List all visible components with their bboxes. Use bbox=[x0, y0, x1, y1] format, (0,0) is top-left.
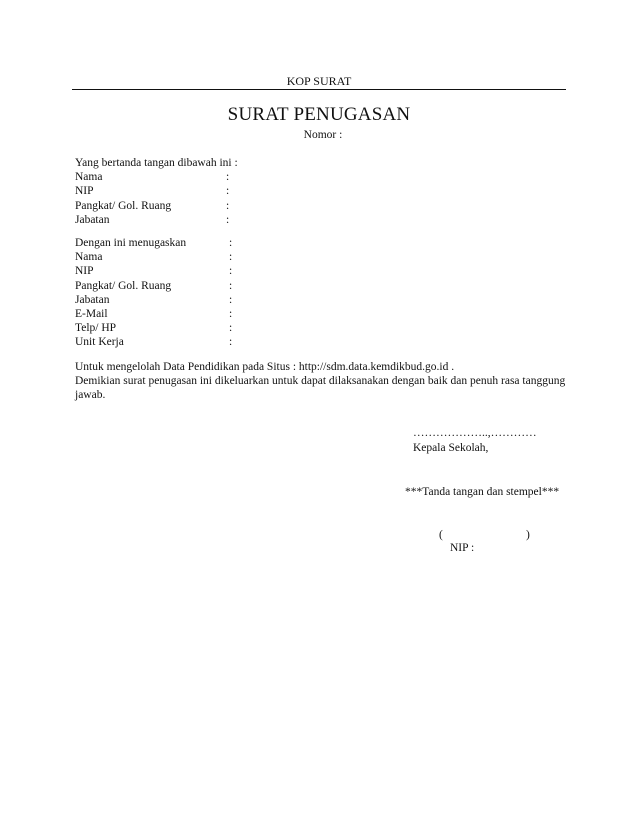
signer-field-nip: NIP : bbox=[75, 185, 230, 198]
signer-intro: Yang bertanda tangan dibawah ini : bbox=[75, 157, 238, 169]
assignee-intro: Dengan ini menugaskan : bbox=[75, 237, 233, 249]
letter-number: Nomor : bbox=[303, 129, 343, 141]
name-paren-close: ) bbox=[526, 529, 530, 541]
assignee-field-email: E-Mail : bbox=[75, 308, 233, 321]
name-paren-open: ( bbox=[439, 529, 443, 541]
signature-stamp-note: ***Tanda tangan dan stempel*** bbox=[405, 486, 560, 498]
assignee-field-telp: Telp/ HP : bbox=[75, 322, 233, 335]
signer-nip: NIP : bbox=[450, 542, 475, 554]
assignee-section bbox=[75, 236, 232, 350]
signer-field-pangkat: Pangkat/ Gol. Ruang : bbox=[75, 199, 230, 212]
letterhead-divider bbox=[72, 89, 566, 90]
assignee-field-nama: Nama : bbox=[75, 251, 233, 264]
assignee-field-pangkat: Pangkat/ Gol. Ruang : bbox=[75, 279, 233, 292]
assignee-field-nip: NIP : bbox=[75, 265, 233, 278]
closing-paragraph: Demikian surat penugasan ini dikeluarkan untuk dapat dilaksanakan dengan baik dan penuh rasa tanggung jawab. bbox=[75, 375, 566, 402]
assignee-field-unit-kerja: Unit Kerja : bbox=[75, 336, 233, 349]
letter-title: SURAT PENUGASAN bbox=[227, 104, 411, 125]
signer-field-jabatan: Jabatan : bbox=[75, 213, 230, 226]
letterhead-placeholder: KOP SURAT bbox=[286, 74, 352, 88]
place-date-line: ………………..,………… bbox=[413, 427, 537, 439]
assignee-field-jabatan: Jabatan : bbox=[75, 293, 233, 306]
signer-section bbox=[75, 156, 238, 227]
signer-field-nama: Nama : bbox=[75, 171, 230, 184]
purpose-paragraph: Untuk mengelolah Data Pendidikan pada Situs : http://sdm.data.kemdikbud.go.id . bbox=[75, 361, 455, 373]
signer-role: Kepala Sekolah, bbox=[413, 442, 489, 454]
